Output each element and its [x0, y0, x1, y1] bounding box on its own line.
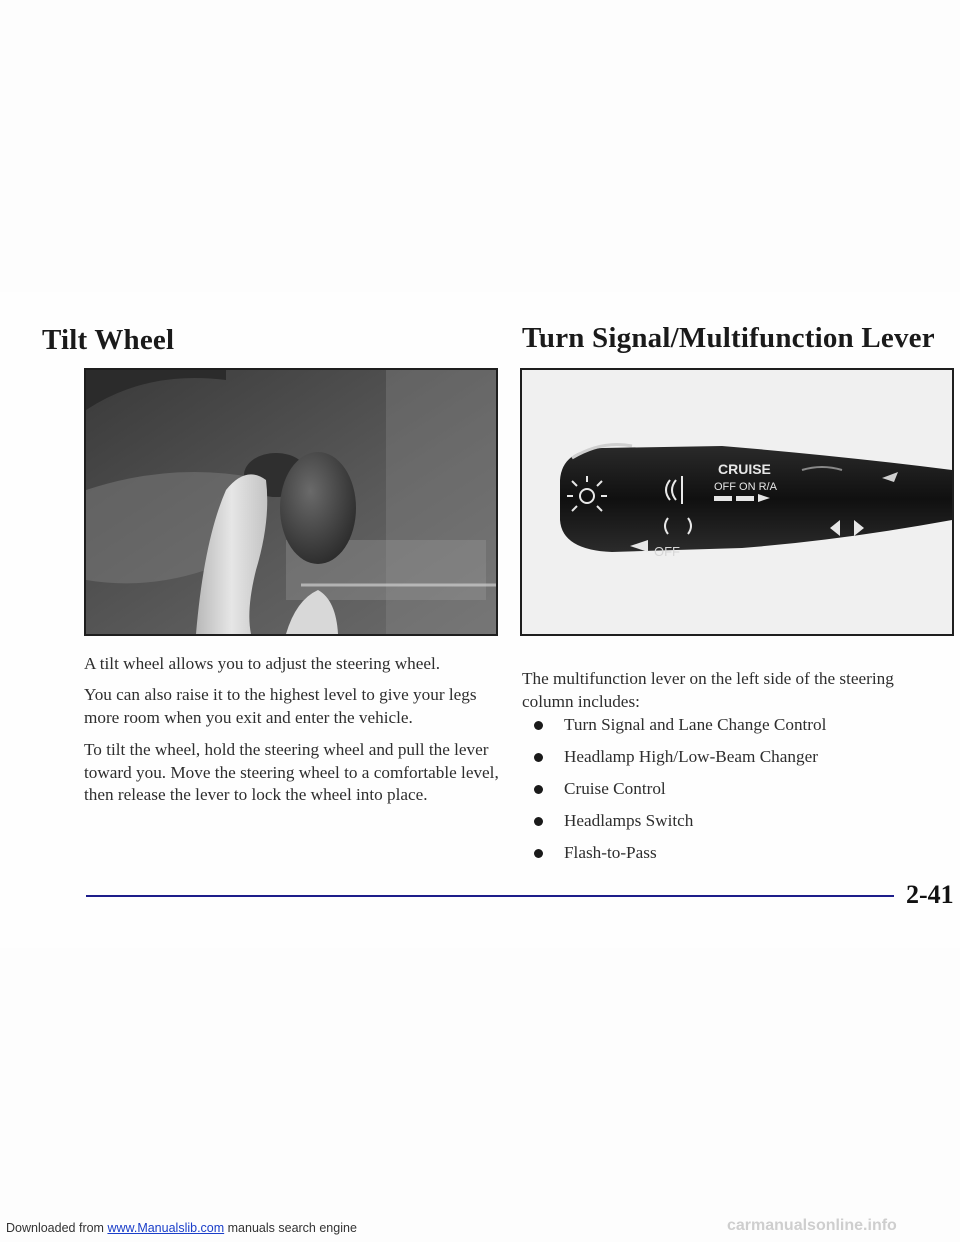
- section-title-multifunction-lever: Turn Signal/Multifunction Lever: [522, 322, 935, 354]
- footer-rule: [86, 895, 894, 897]
- list-item-text: Turn Signal and Lane Change Control: [564, 715, 827, 734]
- multifunction-lever-illustration: [522, 370, 952, 634]
- tilt-wheel-paragraph-1: A tilt wheel allows you to adjust the steering wheel.: [84, 654, 441, 673]
- tilt-wheel-illustration: [86, 370, 496, 634]
- list-item-text: Cruise Control: [564, 779, 666, 798]
- multifunction-lever-intro: The multifunction lever on the left side of the steering column includes:: [522, 669, 894, 711]
- footer-prefix: Downloaded from: [6, 1221, 108, 1235]
- footer-suffix: manuals search engine: [224, 1221, 357, 1235]
- tilt-wheel-paragraph-2: You can also raise it to the highest level to give your legs more room when you exit and enter the vehicle.: [84, 685, 477, 727]
- section-title-tilt-wheel: Tilt Wheel: [42, 324, 175, 356]
- list-item: [532, 810, 826, 842]
- bullet-icon: [534, 721, 543, 730]
- lever-label-off: OFF: [654, 544, 680, 559]
- bullet-icon: [534, 785, 543, 794]
- site-watermark: carmanualsonline.info: [727, 1217, 897, 1234]
- list-item: [532, 842, 826, 874]
- bullet-icon: [534, 817, 543, 826]
- lever-label-cruise: CRUISE: [718, 461, 771, 477]
- lever-label-cruise-modes: OFF ON R/A: [714, 481, 777, 493]
- top-margin: [0, 0, 960, 292]
- list-item-text: Flash-to-Pass: [564, 843, 657, 862]
- list-item: [532, 746, 826, 778]
- multifunction-lever-photo: [520, 368, 954, 636]
- lever-features-list: [532, 714, 826, 874]
- tilt-wheel-paragraph-3: To tilt the wheel, hold the steering wheel and pull the lever toward you. Move the steering wheel to a comfortable level, then release the lever to lock the wheel into place.: [84, 740, 499, 804]
- download-footer: [6, 1221, 357, 1235]
- bottom-margin: [0, 948, 960, 1242]
- list-item-text: Headlamps Switch: [564, 811, 694, 830]
- list-item-text: Headlamp High/Low-Beam Changer: [564, 747, 818, 766]
- page-number: 2-41: [906, 880, 954, 909]
- bullet-icon: [534, 849, 543, 858]
- tilt-wheel-photo: [84, 368, 498, 636]
- bullet-icon: [534, 753, 543, 762]
- list-item: [532, 714, 826, 746]
- list-item: [532, 778, 826, 810]
- manualslib-link[interactable]: www.Manualslib.com: [107, 1221, 225, 1235]
